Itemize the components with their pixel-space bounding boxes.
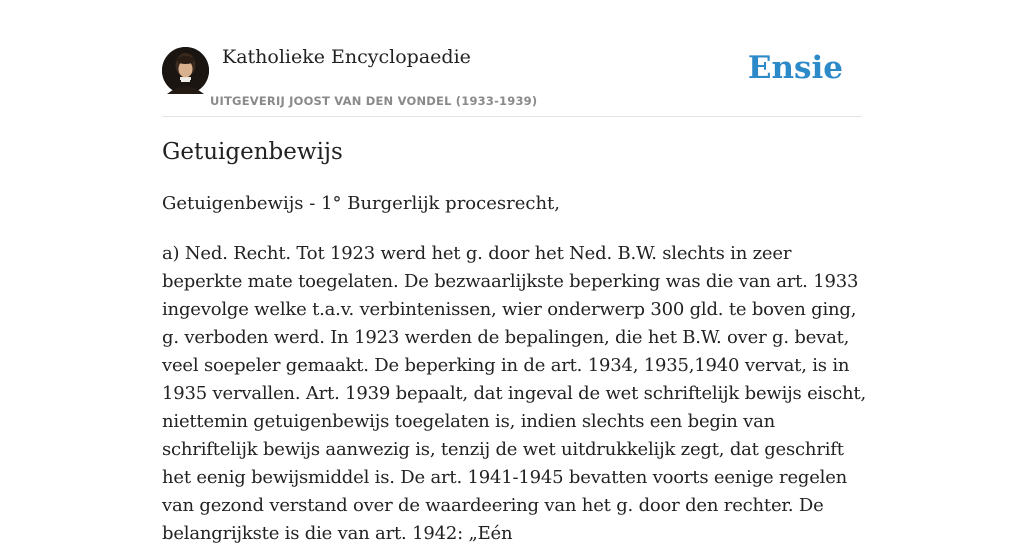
header xyxy=(162,46,862,117)
book-title[interactable]: Katholieke Encyclopaedie xyxy=(222,46,471,68)
portrait-avatar-icon[interactable] xyxy=(162,47,209,94)
article-subtitle: Getuigenbewijs - 1° Burgerlijk procesrecht, xyxy=(162,193,560,214)
publisher-label: UITGEVERIJ JOOST VAN DEN VONDEL (1933-1939) xyxy=(210,94,538,108)
article-title: Getuigenbewijs xyxy=(162,139,343,165)
portrait-icon xyxy=(162,47,209,94)
brand-logo[interactable]: Ensie xyxy=(747,50,843,86)
article-body: a) Ned. Recht. Tot 1923 werd het g. door het Ned. B.W. slechts in zeer beperkte mate toegelaten. De bezwaarlijkste beperking was die van art. 1933 ingevolge welke t.a.v. verbintenissen, wier onderwerp 300 gld. te boven ging, g. verboden werd. In 1923 werden de bepalingen, die het B.W. over g. bevat, veel soepeler gemaakt. De beperking in de art. 1934, 1935,1940 vervat, is in 1935 vervallen. Art. 1939 bepaalt, dat ingeval de wet schriftelijk bewijs eischt, niettemin getuigenbewijs toegelaten is, indien slechts een begin van schriftelijk bewijs aanwezig is, tenzij de wet uitdrukkelijk zegt, dat geschrift het eenig bewijsmiddel is. De art. 1941-1945 bevatten voorts eenige regelen van gezond verstand over de waardeering van het g. door den rechter. De belangrijkste is die van art. 1942: „Eén xyxy=(162,243,866,544)
